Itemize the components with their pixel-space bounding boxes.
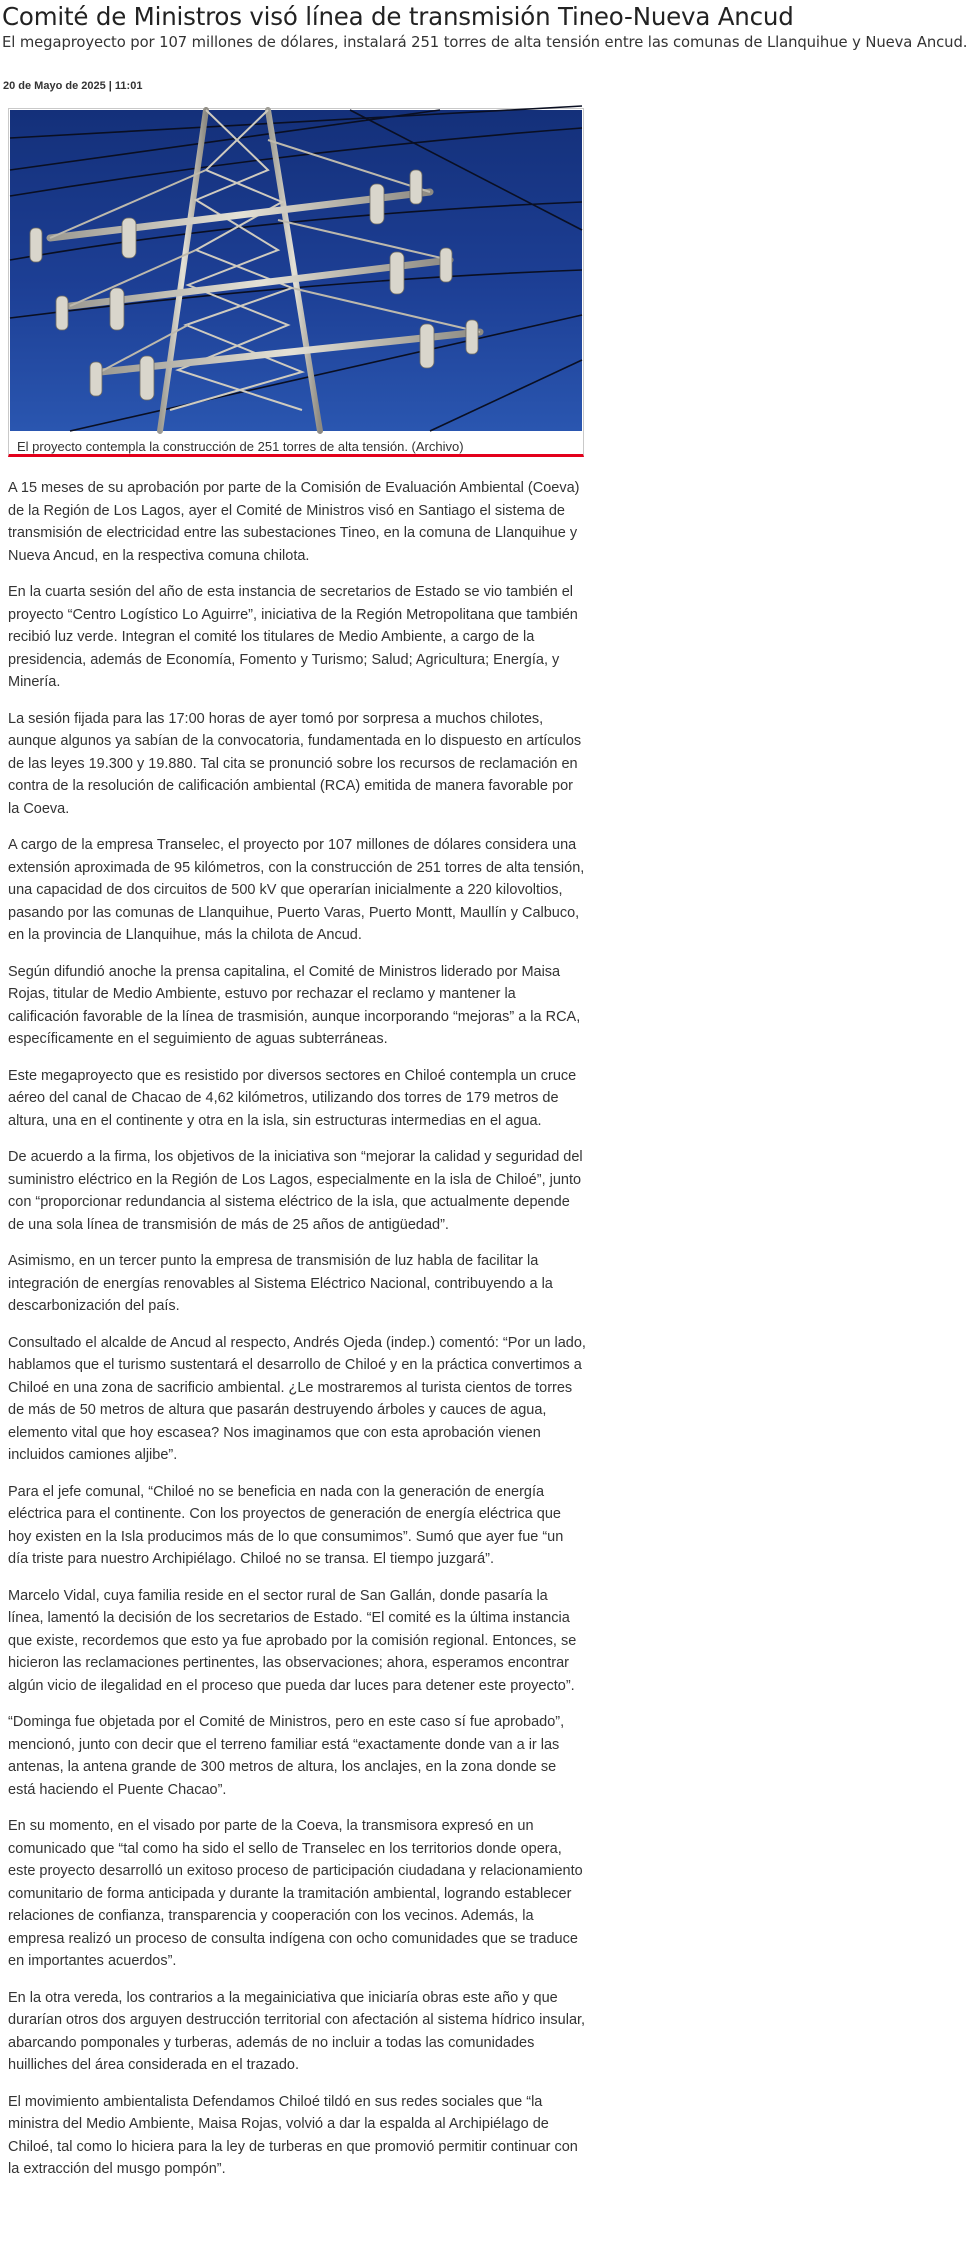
paragraph: “Dominga fue objetada por el Comité de Ministros, pero en este caso sí fue aprobado”, mencionó, junto con decir que el terreno familiar está “exactamente donde van a ir las antenas, la antena grande de 300 metros de altura, los anclajes, en la zona donde se está haciendo el Puente Chacao”. [8,1714,565,1798]
article-body [8,477,586,2195]
paragraph: En la cuarta sesión del año de esta instancia de secretarios de Estado se vio también el proyecto “Centro Logístico Lo Aguirre”, iniciativa de la Región Metropolitana que también recibió luz verde. Integran el comité los titulares de Medio Ambiente, a cargo de la presidencia, además de Economía, Fomento y Turismo; Salud; Agricultura; Energía, y Minería. [8,584,578,690]
article-figure [8,108,584,457]
paragraph: Asimismo, en un tercer punto la empresa de transmisión de luz habla de facilitar la integración de energías renovables al Sistema Eléctrico Nacional, contribuyendo a la descarbonización del país. [8,1253,553,1314]
article-headline: Comité de Ministros visó línea de transmisión Tineo-Nueva Ancud [2,2,794,31]
paragraph: En la otra vereda, los contrarios a la megainiciativa que iniciaría obras este año y que durarían otros dos arguyen destrucción territorial con afectación al sistema hídrico insular, abarcando pomponales y turberas, además de no incluir a todas las comunidades huilliches del área considerada en el trazado. [8,1989,586,2073]
paragraph: De acuerdo a la firma, los objetivos de la iniciativa son “mejorar la calidad y seguridad del suministro eléctrico en la Región de Los Lagos, especialmente en la isla de Chiloé”, junto con “proporcionar redundancia al sistema eléctrico de la isla, que actualmente depende de una sola línea de transmisión de más de 25 años de antigüedad”. [8,1149,583,1233]
paragraph: Marcelo Vidal, cuya familia reside en el sector rural de San Gallán, donde pasaría la línea, lamentó la decisión de los secretarios de Estado. “El comité es la última instancia que existe, recordemos que esto ya fue aprobado por la comisión regional. Entonces, se hicieron las reclamaciones pertinentes, las observaciones; ahora, esperamos encontrar algún vicio de ilegalidad en el proceso que pueda dar luces para detener este proyecto”. [8,1587,577,1694]
paragraph: El movimiento ambientalista Defendamos Chiloé tildó en sus redes sociales que “la ministra del Medio Ambiente, Maisa Rojas, volvió a dar la espalda al Archipiélago de Chiloé, tal como lo hiciera para la ley de turberas en que promovió permitir continuar con la extracción del musgo pompón”. [8,2093,578,2177]
paragraph: Consultado el alcalde de Ancud al respecto, Andrés Ojeda (indep.) comentó: “Por un lado, hablamos que el turismo sustentará el desarrollo de Chiloé y en la práctica convertimos a Chiloé en una zona de sacrificio ambiental. ¿Le mostraremos al turista cientos de torres de más de 50 metros de altura que pasarán destruyendo árboles y cauces de agua, elemento vital que hoy escasea? Nos imaginamos que con esta aprobación vienen incluidos camiones aljibe”. [8,1334,586,1463]
image-caption: El proyecto contempla la construcción de 251 torres de alta tensión. (Archivo) [17,439,464,454]
article-subtitle: El megaproyecto por 107 millones de dólares, instalará 251 torres de alta tensión entre las comunas de Llanquihue y Nueva Ancud. [2,34,967,51]
transmission-tower-photo[interactable] [10,110,582,431]
paragraph: Este megaproyecto que es resistido por diversos sectores en Chiloé contempla un cruce aéreo del canal de Chacao de 4,62 kilómetros, utilizando dos torres de 179 metros de altura, una en el continente y otra en la isla, sin estructuras intermedias en el agua. [8,1067,577,1129]
article-dateline: 20 de Mayo de 2025 | 11:01 [3,80,143,92]
paragraph: A cargo de la empresa Transelec, el proyecto por 107 millones de dólares considera una extensión aproximada de 95 kilómetros, con la construcción de 251 torres de alta tensión, una capacidad de dos circuitos de 500 kV que operarían inicialmente a 220 kilovoltios, pasando por las comunas de Llanquihue, Puerto Varas, Puerto Montt, Maullín y Calbuco, en la provincia de Llanquihue, más la chilota de Ancud. [8,837,585,943]
paragraph: A 15 meses de su aprobación por parte de la Comisión de Evaluación Ambiental (Coeva) de la Región de Los Lagos, ayer el Comité de Ministros visó en Santiago el sistema de transmisión de electricidad entre las subestaciones Tineo, en la comuna de Llanquihue y Nueva Ancud, en la respectiva comuna chilota. [8,480,580,564]
paragraph: Según difundió anoche la prensa capitalina, el Comité de Ministros liderado por Maisa Rojas, titular de Medio Ambiente, estuvo por rechazar el reclamo y mantener la calificación favorable de la línea de trasmisión, aunque incorporando “mejoras” a la RCA, específicamente en el seguimiento de aguas subterráneas. [8,963,581,1047]
paragraph: En su momento, en el visado por parte de la Coeva, la transmisora expresó en un comunicado que “tal como ha sido el sello de Transelec en los territorios donde opera, este proyecto desarrolló un exitoso proceso de participación ciudadana y relacionamiento comunitario de forma anticipada y durante la tramitación ambiental, logrando establecer relaciones de confianza, transparencia y cooperación con los vecinos. Además, la empresa realizó un proceso de consulta indígena con ocho comunidades que se traduce en importantes acuerdos”. [8,1818,583,1969]
paragraph: La sesión fijada para las 17:00 horas de ayer tomó por sorpresa a muchos chilotes, aunque algunos ya sabían de la convocatoria, fundamentada en lo dispuesto en artículos de las leyes 19.300 y 19.880. Tal cita se pronunció sobre los recursos de reclamación en contra de la resolución de calificación ambiental (RCA) emitida de manera favorable por la Coeva. [8,710,582,817]
paragraph: Para el jefe comunal, “Chiloé no se beneficia en nada con la generación de energía eléctrica para el continente. Con los proyectos de generación de energía eléctrica que hoy existen en la Isla producimos más de lo que consumimos”. Sumó que ayer fue “un día triste para nuestro Archipiélago. Chiloé no se transa. El tiempo juzgará”. [8,1483,564,1567]
